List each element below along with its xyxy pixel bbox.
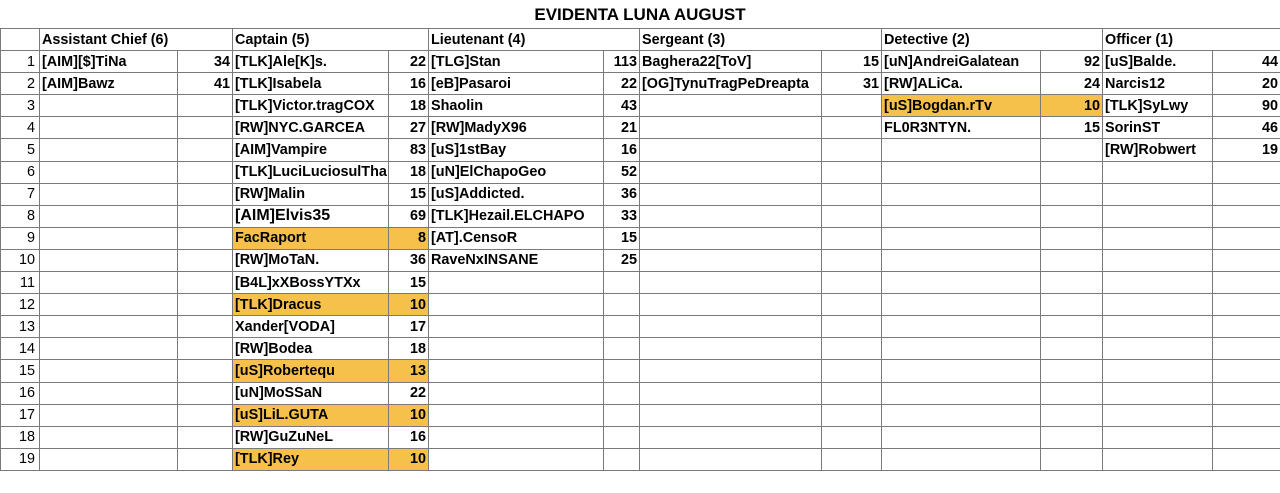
officer-player-score [1213,227,1280,249]
captain-player-name: [TLK]Rey [233,448,389,470]
officer-player-name: [TLK]SyLwy [1103,95,1213,117]
detective-player-name [882,183,1041,205]
table-row [1,316,1280,338]
officer-player-score [1213,205,1280,227]
captain-player-score: 18 [389,161,429,183]
detective-player-name [882,249,1041,271]
captain-player-name: [RW]Malin [233,183,389,205]
lieutenant-player-name [429,316,604,338]
lieutenant-player-name: [AT].CensoR [429,227,604,249]
assistant-chief-player-score [178,360,233,382]
row-number: 11 [1,272,40,294]
officer-player-name [1103,294,1213,316]
captain-player-name: [RW]MoTaN. [233,249,389,271]
sergeant-player-name [640,227,822,249]
officer-player-name [1103,161,1213,183]
detective-player-score [1041,139,1103,161]
captain-player-name: [AIM]Vampire [233,139,389,161]
lieutenant-player-name: [uS]1stBay [429,139,604,161]
officer-player-score [1213,404,1280,426]
assistant-chief-player-score [178,272,233,294]
sergeant-player-name [640,426,822,448]
detective-player-score [1041,272,1103,294]
captain-player-name: [TLK]Isabela [233,73,389,95]
sheet-title: EVIDENTA LUNA AUGUST [534,5,746,24]
sergeant-player-name [640,294,822,316]
officer-player-name: SorinST [1103,117,1213,139]
assistant-chief-player-score: 34 [178,51,233,73]
lieutenant-player-score: 36 [604,183,640,205]
detective-player-name [882,272,1041,294]
row-number: 13 [1,316,40,338]
lieutenant-player-score [604,448,640,470]
table-body [1,29,1280,471]
assistant-chief-player-score [178,426,233,448]
sergeant-player-score [822,338,882,360]
detective-player-name: [uS]Bogdan.rTv [882,95,1041,117]
assistant-chief-player-score [178,205,233,227]
detective-player-name [882,338,1041,360]
captain-player-score: 69 [389,205,429,227]
lieutenant-player-score [604,426,640,448]
officer-player-score [1213,272,1280,294]
lieutenant-player-score: 43 [604,95,640,117]
header-assistant-chief: Assistant Chief (6) [40,29,233,51]
table-row [1,272,1280,294]
officer-player-score [1213,316,1280,338]
sergeant-player-score: 31 [822,73,882,95]
officer-player-score: 44 [1213,51,1280,73]
sergeant-player-score [822,139,882,161]
captain-player-score: 18 [389,338,429,360]
officer-player-score [1213,426,1280,448]
row-number: 5 [1,139,40,161]
assistant-chief-player-score [178,161,233,183]
table-row [1,51,1280,73]
detective-player-score [1041,227,1103,249]
detective-player-name [882,316,1041,338]
assistant-chief-player-name [40,426,178,448]
assistant-chief-player-name [40,294,178,316]
lieutenant-player-name: [TLG]Stan [429,51,604,73]
assistant-chief-player-name [40,382,178,404]
captain-player-score: 15 [389,272,429,294]
detective-player-name [882,294,1041,316]
sergeant-player-score: 15 [822,51,882,73]
header-sergeant: Sergeant (3) [640,29,882,51]
row-number: 18 [1,426,40,448]
detective-player-score [1041,448,1103,470]
officer-player-name [1103,183,1213,205]
detective-player-score [1041,426,1103,448]
officer-player-score [1213,183,1280,205]
assistant-chief-player-name [40,272,178,294]
sergeant-player-name [640,448,822,470]
row-number: 9 [1,227,40,249]
officer-player-name [1103,448,1213,470]
officer-player-score [1213,161,1280,183]
captain-player-score: 10 [389,404,429,426]
assistant-chief-player-name [40,404,178,426]
sergeant-player-name [640,205,822,227]
assistant-chief-player-name [40,360,178,382]
assistant-chief-player-name: [AIM][$]TiNa [40,51,178,73]
captain-player-score: 10 [389,294,429,316]
sergeant-player-name [640,249,822,271]
table-row [1,73,1280,95]
lieutenant-player-score [604,382,640,404]
assistant-chief-player-name [40,95,178,117]
table-row [1,183,1280,205]
assistant-chief-player-score [178,227,233,249]
sergeant-player-name: [OG]TynuTragPeDreapta [640,73,822,95]
sergeant-player-score [822,161,882,183]
assistant-chief-player-name [40,183,178,205]
assistant-chief-player-score [178,249,233,271]
captain-player-name: [TLK]Dracus [233,294,389,316]
assistant-chief-player-score [178,338,233,360]
officer-player-score: 90 [1213,95,1280,117]
sergeant-player-score [822,227,882,249]
lieutenant-player-score: 21 [604,117,640,139]
captain-player-score: 17 [389,316,429,338]
lieutenant-player-score: 25 [604,249,640,271]
captain-player-name: Xander[VODA] [233,316,389,338]
lieutenant-player-name [429,294,604,316]
corner-cell [1,29,40,51]
detective-player-score [1041,161,1103,183]
captain-player-score: 36 [389,249,429,271]
captain-player-name: [B4L]xXBossYTXx [233,272,389,294]
table-row [1,95,1280,117]
table-row [1,249,1280,271]
detective-player-score: 10 [1041,95,1103,117]
row-number: 6 [1,161,40,183]
ranking-table [0,28,1280,471]
assistant-chief-player-score [178,448,233,470]
row-number: 8 [1,205,40,227]
sergeant-player-score [822,272,882,294]
detective-player-score [1041,360,1103,382]
sergeant-player-score [822,205,882,227]
assistant-chief-player-score [178,294,233,316]
captain-player-score: 22 [389,51,429,73]
lieutenant-player-name: Shaolin [429,95,604,117]
table-row [1,139,1280,161]
officer-player-name [1103,227,1213,249]
assistant-chief-player-name: [AIM]Bawz [40,73,178,95]
row-number: 16 [1,382,40,404]
row-number: 17 [1,404,40,426]
row-number: 3 [1,95,40,117]
captain-player-name: FacRaport [233,227,389,249]
captain-player-name: [TLK]Victor.tragCOX [233,95,389,117]
table-row [1,360,1280,382]
detective-player-score [1041,316,1103,338]
lieutenant-player-name: [RW]MadyX96 [429,117,604,139]
table-row [1,404,1280,426]
lieutenant-player-score [604,404,640,426]
detective-player-score [1041,382,1103,404]
captain-player-name: [TLK]Ale[K]s. [233,51,389,73]
header-lieutenant: Lieutenant (4) [429,29,640,51]
table-row [1,294,1280,316]
sergeant-player-score [822,117,882,139]
officer-player-score [1213,382,1280,404]
officer-player-score: 20 [1213,73,1280,95]
captain-player-score: 18 [389,95,429,117]
assistant-chief-player-name [40,338,178,360]
header-officer: Officer (1) [1103,29,1280,51]
officer-player-score: 19 [1213,139,1280,161]
detective-player-name: FL0R3NTYN. [882,117,1041,139]
assistant-chief-player-score [178,382,233,404]
assistant-chief-player-name [40,117,178,139]
table-row [1,382,1280,404]
sergeant-player-score [822,249,882,271]
sergeant-player-name [640,360,822,382]
officer-player-name [1103,205,1213,227]
assistant-chief-player-name [40,161,178,183]
captain-player-score: 10 [389,448,429,470]
detective-player-score: 92 [1041,51,1103,73]
officer-player-name [1103,249,1213,271]
detective-player-name: [uN]AndreiGalatean [882,51,1041,73]
table-row [1,161,1280,183]
sergeant-player-score [822,95,882,117]
captain-player-score: 83 [389,139,429,161]
lieutenant-player-score: 52 [604,161,640,183]
sergeant-player-score [822,183,882,205]
assistant-chief-player-score: 41 [178,73,233,95]
lieutenant-player-name [429,382,604,404]
sergeant-player-score [822,448,882,470]
sergeant-player-name [640,272,822,294]
captain-player-name: [RW]GuZuNeL [233,426,389,448]
officer-player-score: 46 [1213,117,1280,139]
row-number: 14 [1,338,40,360]
detective-player-score [1041,294,1103,316]
table-row [1,448,1280,470]
officer-player-score [1213,360,1280,382]
assistant-chief-player-name [40,205,178,227]
officer-player-score [1213,448,1280,470]
assistant-chief-player-score [178,95,233,117]
table-row [1,338,1280,360]
detective-player-name [882,448,1041,470]
row-number: 10 [1,249,40,271]
officer-player-name [1103,382,1213,404]
lieutenant-player-name: [uN]ElChapoGeo [429,161,604,183]
lieutenant-player-name [429,404,604,426]
lieutenant-player-score: 15 [604,227,640,249]
sergeant-player-score [822,294,882,316]
detective-player-name [882,139,1041,161]
detective-player-score [1041,249,1103,271]
sergeant-player-name [640,382,822,404]
lieutenant-player-name: RaveNxINSANE [429,249,604,271]
table-row [1,117,1280,139]
captain-player-name: [uS]Robertequ [233,360,389,382]
officer-player-score [1213,249,1280,271]
header-captain: Captain (5) [233,29,429,51]
officer-player-name [1103,316,1213,338]
lieutenant-player-score [604,338,640,360]
sergeant-player-score [822,382,882,404]
lieutenant-player-name [429,338,604,360]
lieutenant-player-score [604,272,640,294]
sergeant-player-name [640,161,822,183]
officer-player-name [1103,338,1213,360]
detective-player-score [1041,404,1103,426]
detective-player-name [882,360,1041,382]
sergeant-player-name [640,117,822,139]
captain-player-name: [RW]Bodea [233,338,389,360]
captain-player-score: 8 [389,227,429,249]
captain-player-score: 22 [389,382,429,404]
sergeant-player-name: Baghera22[ToV] [640,51,822,73]
detective-player-score: 15 [1041,117,1103,139]
captain-player-score: 15 [389,183,429,205]
detective-player-name [882,426,1041,448]
lieutenant-player-name [429,272,604,294]
lieutenant-player-score [604,294,640,316]
assistant-chief-player-name [40,227,178,249]
sergeant-player-score [822,316,882,338]
sergeant-player-name [640,183,822,205]
detective-player-name [882,205,1041,227]
lieutenant-player-score [604,360,640,382]
lieutenant-player-name [429,360,604,382]
officer-player-name [1103,272,1213,294]
lieutenant-player-name: [TLK]Hezail.ELCHAPO [429,205,604,227]
lieutenant-player-name [429,426,604,448]
sergeant-player-name [640,139,822,161]
table-row [1,205,1280,227]
lieutenant-player-name: [uS]Addicted. [429,183,604,205]
row-number: 2 [1,73,40,95]
assistant-chief-player-name [40,249,178,271]
lieutenant-player-score [604,316,640,338]
officer-player-name [1103,360,1213,382]
lieutenant-player-name [429,448,604,470]
lieutenant-player-score: 33 [604,205,640,227]
detective-player-name: [RW]ALiCa. [882,73,1041,95]
detective-player-name [882,227,1041,249]
sergeant-player-score [822,404,882,426]
captain-player-name: [uN]MoSSaN [233,382,389,404]
assistant-chief-player-name [40,316,178,338]
sergeant-player-score [822,426,882,448]
detective-player-score [1041,205,1103,227]
row-number: 7 [1,183,40,205]
row-number: 1 [1,51,40,73]
assistant-chief-player-name [40,448,178,470]
row-number: 4 [1,117,40,139]
header-row [1,29,1280,51]
assistant-chief-player-score [178,404,233,426]
detective-player-score: 24 [1041,73,1103,95]
detective-player-score [1041,338,1103,360]
detective-player-name [882,161,1041,183]
lieutenant-player-score: 113 [604,51,640,73]
row-number: 19 [1,448,40,470]
detective-player-name [882,382,1041,404]
table-row [1,426,1280,448]
sergeant-player-name [640,338,822,360]
detective-player-name [882,404,1041,426]
detective-player-score [1041,183,1103,205]
officer-player-name [1103,426,1213,448]
officer-player-name: Narcis12 [1103,73,1213,95]
lieutenant-player-name: [eB]Pasaroi [429,73,604,95]
officer-player-score [1213,338,1280,360]
sergeant-player-score [822,360,882,382]
captain-player-name: [AIM]Elvis35 [233,205,389,227]
captain-player-name: [TLK]LuciLuciosulTha [233,161,389,183]
table-row [1,227,1280,249]
captain-player-name: [uS]LiL.GUTA [233,404,389,426]
lieutenant-player-score: 16 [604,139,640,161]
officer-player-name: [RW]Robwert [1103,139,1213,161]
assistant-chief-player-score [178,139,233,161]
captain-player-name: [RW]NYC.GARCEA [233,117,389,139]
sergeant-player-name [640,404,822,426]
sergeant-player-name [640,316,822,338]
assistant-chief-player-score [178,316,233,338]
officer-player-name: [uS]Balde. [1103,51,1213,73]
assistant-chief-player-name [40,139,178,161]
assistant-chief-player-score [178,117,233,139]
officer-player-score [1213,294,1280,316]
captain-player-score: 16 [389,426,429,448]
row-number: 15 [1,360,40,382]
captain-player-score: 16 [389,73,429,95]
lieutenant-player-score: 22 [604,73,640,95]
assistant-chief-player-score [178,183,233,205]
sergeant-player-name [640,95,822,117]
header-detective: Detective (2) [882,29,1103,51]
officer-player-name [1103,404,1213,426]
captain-player-score: 13 [389,360,429,382]
captain-player-score: 27 [389,117,429,139]
row-number: 12 [1,294,40,316]
